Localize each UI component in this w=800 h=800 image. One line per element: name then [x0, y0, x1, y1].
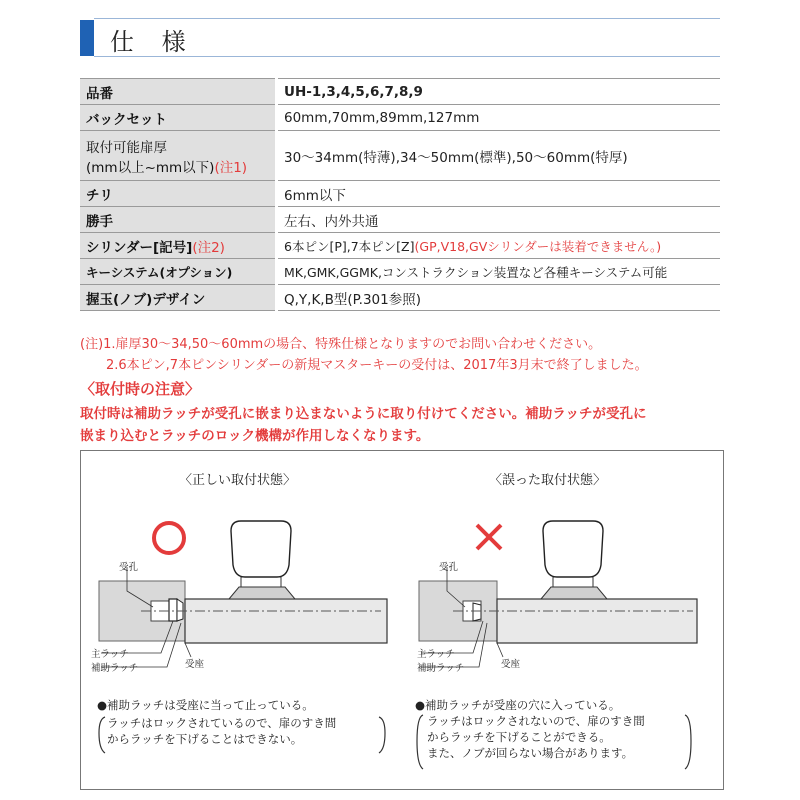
caution-line-2: 嵌まり込むとラッチのロック機構が作用しなくなります。 [80, 428, 430, 444]
wrong-label-strike-hole: 受孔 [439, 562, 459, 573]
correct-desc-bracket-right [371, 715, 391, 755]
spec-value-text: 6本ピン[P],7本ピン[Z] [284, 238, 415, 254]
wrong-figure-title: 〈誤った取付状態〉 [489, 473, 607, 488]
spec-label-line1: 取付可能扉厚 [86, 139, 167, 156]
correct-label-aux-latch: 補助ラッチ [91, 663, 139, 674]
wrong-symbol [471, 493, 472, 494]
spec-label-text: シリンダー[記号] [86, 239, 193, 256]
spec-value: 6mm以下 [277, 181, 721, 207]
spec-value: 左右、内外共通 [277, 207, 721, 233]
spec-label: 勝手 [80, 207, 277, 233]
spec-label-line2: (mm以上~mm以下) [86, 159, 215, 176]
correct-desc-bracket [95, 715, 115, 755]
wrong-desc-2: ラッチはロックされないので、扉のすき間 [427, 714, 645, 728]
correct-desc-2: ラッチはロックされているので、扉のすき間 [107, 716, 337, 730]
spec-label: 握玉(ノブ)デザイン [80, 285, 277, 311]
spec-row-handing [80, 207, 720, 233]
note-2: 2.6本ピン,7本ピンシリンダーの新規マスターキーの受付は、2017年3月末で終了しました。 [106, 358, 648, 373]
spec-row-key-system [80, 259, 720, 285]
correct-label-main-latch: 主ラッチ [91, 649, 129, 660]
header-bottom-rule [94, 56, 720, 57]
spec-label: チリ [80, 181, 277, 207]
spec-label: バックセット [80, 105, 277, 131]
spec-row-door-thickness [80, 131, 720, 181]
spec-label [80, 233, 277, 259]
spec-value: MK,GMK,GGMK,コンストラクション装置など各種キーシステム可能 [277, 259, 721, 285]
header-accent-bar [80, 20, 94, 56]
wrong-desc-3: からラッチを下げることができる。 [427, 730, 611, 744]
section-title: 仕 様 [110, 28, 196, 56]
installation-figure-box [80, 450, 724, 790]
spec-value: UH-1,3,4,5,6,7,8,9 [277, 79, 721, 105]
spec-label: キーシステム(オプション) [80, 259, 277, 285]
spec-row-knob-design [80, 285, 720, 311]
header-top-rule [94, 18, 720, 19]
correct-desc-1: ●補助ラッチは受座に当って止っている。 [97, 698, 314, 712]
spec-value: 60mm,70mm,89mm,127mm [277, 105, 721, 131]
wrong-desc-4: また、ノブが回らない場合があります。 [427, 746, 634, 760]
correct-symbol [149, 493, 150, 494]
spec-row-chiri [80, 181, 720, 207]
spec-row-model [80, 79, 720, 105]
correct-figure-title: 〈正しい取付状態〉 [179, 473, 297, 488]
wrong-installation-diagram [403, 491, 723, 721]
section-header [80, 18, 720, 58]
spec-table [80, 78, 720, 311]
spec-value-note: (GP,V18,GVシリンダーは装着できません。) [414, 238, 662, 254]
caution-title: 〈取付時の注意〉 [80, 380, 201, 398]
caution-line-1: 取付時は補助ラッチが受孔に嵌まり込まないように取り付けてください。補助ラッチが受孔に [80, 406, 647, 422]
spec-value [277, 233, 721, 259]
spec-row-cylinder [80, 233, 720, 259]
wrong-label-main-latch: 主ラッチ [417, 649, 455, 660]
correct-label-strike: 受座 [185, 659, 205, 670]
spec-value: Q,Y,K,B型(P.301参照) [277, 285, 721, 311]
wrong-label-strike: 受座 [501, 659, 521, 670]
wrong-desc-bracket-right [677, 713, 697, 771]
spec-label: 品番 [80, 79, 277, 105]
wrong-label-aux-latch: 補助ラッチ [417, 663, 465, 674]
wrong-desc-1: ●補助ラッチが受座の穴に入っている。 [415, 698, 621, 712]
spec-label-note: (注1) [214, 159, 248, 176]
correct-installation-diagram [81, 491, 401, 721]
spec-row-backset [80, 105, 720, 131]
correct-label-strike-hole: 受孔 [119, 562, 139, 573]
wrong-desc-bracket [413, 713, 433, 771]
spec-label [80, 131, 277, 181]
spec-value: 30～34mm(特薄),34～50mm(標準),50～60mm(特厚) [277, 131, 721, 181]
note-1: (注)1.扉厚30～34,50～60mmの場合、特殊仕様となりますのでお問い合わせください。 [80, 337, 602, 352]
spec-label-note: (注2) [192, 239, 225, 256]
correct-desc-3: からラッチを下げることはできない。 [107, 732, 303, 746]
